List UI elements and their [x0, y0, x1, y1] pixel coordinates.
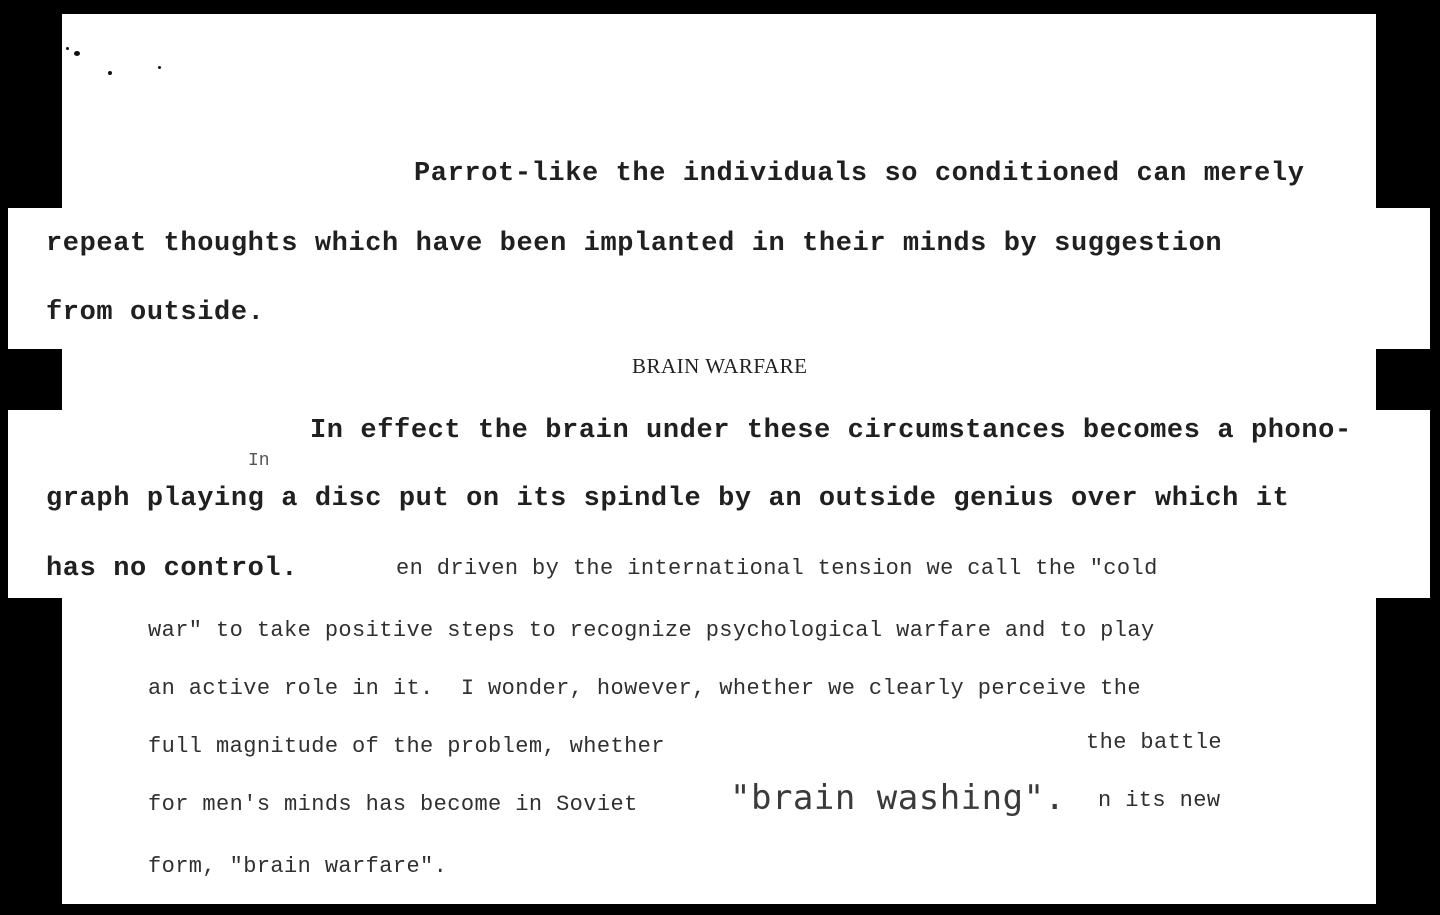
ink-speck [158, 66, 161, 69]
paragraph-line: has no control. [46, 554, 299, 584]
paragraph-line: from outside. [46, 298, 265, 328]
paragraph-line: In effect the brain under these circumstances becomes a phono- [310, 416, 1352, 446]
paragraph-line: an active role in it. I wonder, however, whether we clearly perceive the [148, 676, 1141, 701]
ink-speck [66, 47, 69, 50]
paragraph-line: en driven by the international tension we call the "cold [396, 556, 1158, 581]
paragraph-line: for men's minds has become in Soviet [148, 792, 638, 817]
paragraph-line: graph playing a disc put on its spindle by an outside genius over which it [46, 484, 1290, 514]
ink-speck [108, 71, 112, 75]
paragraph-line: Parrot-like the individuals so conditioned can merely [414, 159, 1305, 189]
paragraph-line: repeat thoughts which have been implanted in their minds by suggestion [46, 229, 1223, 259]
overlay-phrase: "brain washing". [730, 778, 1066, 818]
paragraph-line: full magnitude of the problem, whether [148, 734, 665, 759]
text-fragment: In [248, 451, 270, 471]
paragraph-line: the battle [1086, 730, 1223, 755]
ink-speck [74, 51, 80, 56]
paragraph-line: form, "brain warfare". [148, 854, 448, 879]
paragraph-line: war" to take positive steps to recognize psychological warfare and to play [148, 618, 1155, 643]
paragraph-line: n its new [1098, 788, 1221, 813]
section-heading: BRAIN WARFARE [632, 354, 808, 378]
